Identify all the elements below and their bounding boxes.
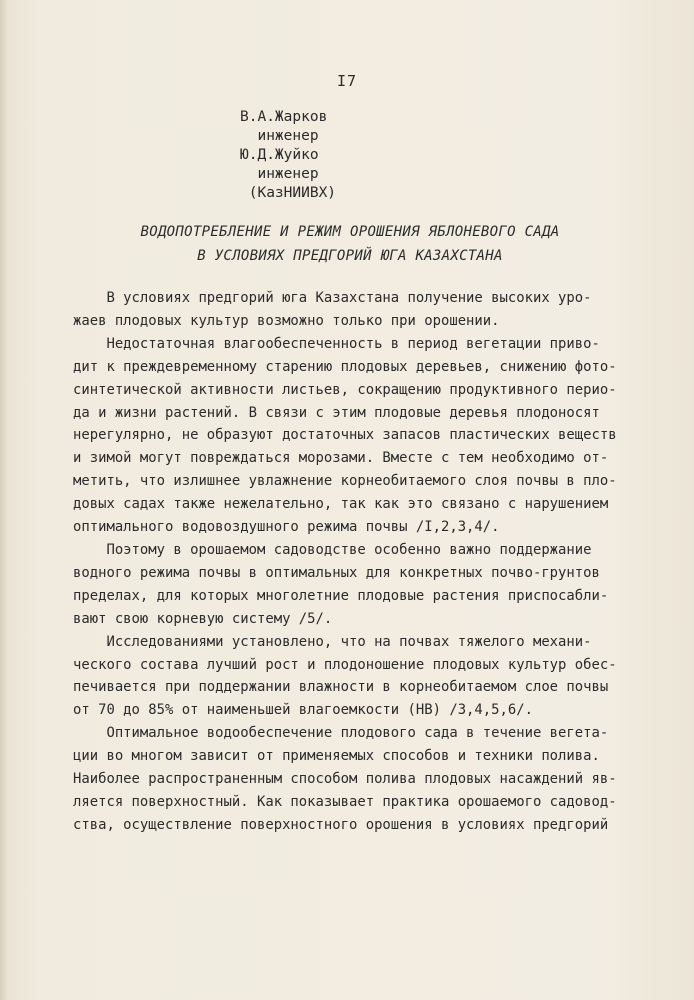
title-line: ВОДОПОТРЕБЛЕНИЕ И РЕЖИМ ОРОШЕНИЯ ЯБЛОНЕВОГО САДА (140, 224, 560, 240)
page-number: I7 (336, 72, 358, 90)
body-line: вают свою корневую систему /5/. (73, 610, 333, 627)
author-name: В.А.Жарков (240, 109, 328, 125)
article-title (60, 220, 640, 268)
body-line: печивается при поддержании влажности в корнеобитаемом слое почвы (73, 679, 609, 696)
title-line: В УСЛОВИЯХ ПРЕДГОРИЙ ЮГА КАЗАХСТАНА (197, 248, 503, 264)
author-name: Ю.Д.Жуйко (240, 147, 319, 163)
body-line: Наиболее распространенным способом полива плодовых насаждений яв- (73, 771, 617, 788)
authors-block (240, 108, 460, 203)
body-line: Исследованиями установлено, что на почвах тяжелого механи- (73, 633, 592, 650)
body-line: и зимой могут повреждаться морозами. Вместе с тем необходимо от- (73, 450, 609, 467)
body-line: довых садах также нежелательно, так как это связано с нарушением (73, 496, 609, 513)
body-line: нерегулярно, не образуют достаточных запасов пластических веществ (73, 427, 617, 444)
body-line: водного режима почвы в оптимальных для конкретных почво-грунтов (73, 564, 600, 581)
author-affiliation: (КазНИИВХ) (240, 185, 337, 201)
body-line: Оптимальное водообеспечение плодового сада в течение вегета- (73, 725, 609, 742)
author-position: инженер (240, 166, 319, 182)
body-line: ляется поверхностный. Как показывает практика орошаемого садовод- (73, 793, 617, 810)
body-line: синтетической активности листьев, сокращению продуктивного перио- (73, 381, 617, 398)
body-line: да и жизни растений. В связи с этим плодовые деревья плодоносят (73, 404, 600, 421)
body-line: метить, что излишнее увлажнение корнеобитаемого слоя почвы в пло- (73, 473, 617, 490)
page-left-edge (0, 0, 8, 1000)
body-line: Недостаточная влагообеспеченность в период вегетации приво- (73, 335, 600, 352)
body-line: от 70 до 85% от наименьшей влагоемкости (НВ) /3,4,5,6/. (73, 702, 533, 719)
article-body (73, 287, 643, 837)
body-line: ства, осуществление поверхностного орошения в условиях предгорий (73, 816, 609, 833)
body-line: ции во многом зависит от применяемых способов и техники полива. (73, 748, 600, 765)
body-line: Поэтому в орошаемом садоводстве особенно важно поддержание (73, 541, 592, 558)
body-line: пределах, для которых многолетние плодовые растения приспосабли- (73, 587, 609, 604)
body-line: оптимального водовоздушного режима почвы /I,2,3,4/. (73, 519, 500, 536)
body-line: жаев плодовых культур возможно только при орошении. (73, 312, 500, 329)
author-position: инженер (240, 128, 319, 144)
body-line: В условиях предгорий юга Казахстана получение высоких уро- (73, 290, 592, 306)
body-line: дит к преждевременному старению плодовых деревьев, снижению фото- (73, 358, 617, 375)
body-line: ческого состава лучший рост и плодоношение плодовых культур обес- (73, 656, 617, 673)
